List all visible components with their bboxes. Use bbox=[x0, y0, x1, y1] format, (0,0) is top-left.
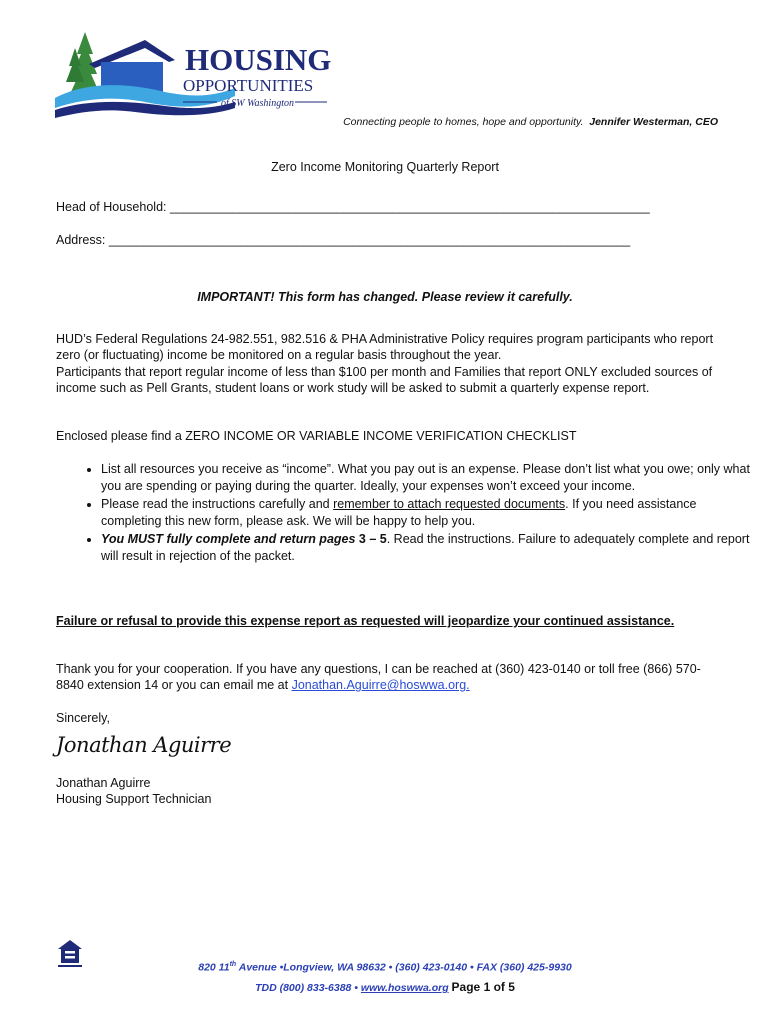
logo-graphic bbox=[55, 26, 355, 118]
page-number: Page 1 of 5 bbox=[451, 980, 515, 994]
tagline-text: Connecting people to homes, hope and opportunity. bbox=[343, 116, 584, 128]
warning-notice: Failure or refusal to provide this expense report as requested will jeopardize your continued assistance. bbox=[56, 614, 675, 628]
tagline-author: Jennifer Westerman, CEO bbox=[589, 116, 718, 128]
list-item: • List all resources you receive as “income”. What you pay out is an expense. Please don’t list what you owe; only what you are spending or paying during the quarter. Ideally, your expenses won’t exceed your income. bbox=[101, 461, 756, 494]
regulations-paragraph bbox=[56, 331, 721, 396]
head-of-household-label: Head of Household: bbox=[56, 200, 167, 214]
head-of-household-blank[interactable]: _____________________________________________________________________ bbox=[169, 200, 650, 214]
list-item: • Please read the instructions carefully and remember to attach requested documents. If you need assistance completing this new form, please ask. We will be happy to help you. bbox=[101, 496, 756, 529]
important-notice: IMPORTANT! This form has changed. Please review it carefully. bbox=[197, 290, 573, 304]
email-link[interactable]: Jonathan.Aguirre@hoswwa.org. bbox=[291, 678, 470, 693]
website-link[interactable]: www.hoswwa.org bbox=[360, 982, 449, 994]
signature: Jonathan Aguirre bbox=[56, 733, 232, 757]
closing: Sincerely, bbox=[56, 711, 110, 725]
tagline bbox=[0, 116, 718, 128]
signer-title: Housing Support Technician bbox=[56, 792, 212, 807]
footer-contact bbox=[0, 980, 770, 994]
instructions-list bbox=[56, 461, 756, 566]
svg-text:OPPORTUNITIES: OPPORTUNITIES bbox=[183, 76, 314, 95]
footer-address: 820 11th Avenue •Longview, WA 98632 • (360) 423-0140 • FAX (360) 425-9930 bbox=[198, 961, 572, 974]
regulations-text: HUD’s Federal Regulations 24-982.551, 982.516 & PHA Administrative Policy requires program participants who report zero (or fluctuating) income be monitored on a regular basis throughout the year. bbox=[56, 332, 714, 363]
address-field[interactable] bbox=[56, 233, 630, 247]
address-label: Address: bbox=[56, 233, 106, 247]
attach-documents-emphasis: remember to attach requested documents bbox=[333, 497, 566, 511]
signer-block bbox=[56, 775, 721, 808]
page-title: Zero Income Monitoring Quarterly Report bbox=[271, 160, 499, 174]
tdd-number: TDD (800) 833-6388 • bbox=[255, 982, 358, 994]
address-blank[interactable]: ___________________________________________________________________________ bbox=[108, 233, 631, 247]
participants-text: Participants that report regular income of less than $100 per month and Families that report ONLY excluded sources of income such as Pell Grants, student loans or work study will be asked to submit a quarterly expense report. bbox=[56, 364, 713, 395]
thanks-paragraph: Thank you for your cooperation. If you have any questions, I can be reached at (360) 423-0140 or toll free (866) 570-8840 extension 14 or you can email me at Jonathan.Aguirre@hoswwa.org. bbox=[56, 662, 701, 693]
svg-text:of SW Washington: of SW Washington bbox=[221, 98, 294, 109]
enclosed-paragraph: Enclosed please find a ZERO INCOME OR VARIABLE INCOME VERIFICATION CHECKLIST bbox=[56, 429, 577, 443]
head-of-household-field[interactable] bbox=[56, 200, 650, 214]
signer-name: Jonathan Aguirre bbox=[56, 776, 151, 790]
organization-logo bbox=[55, 26, 355, 118]
list-item: • You MUST fully complete and return pages 3 – 5. Read the instructions. Failure to adequately complete and report will result in rejection of the packet. bbox=[101, 531, 756, 564]
svg-text:HOUSING: HOUSING bbox=[185, 42, 332, 77]
